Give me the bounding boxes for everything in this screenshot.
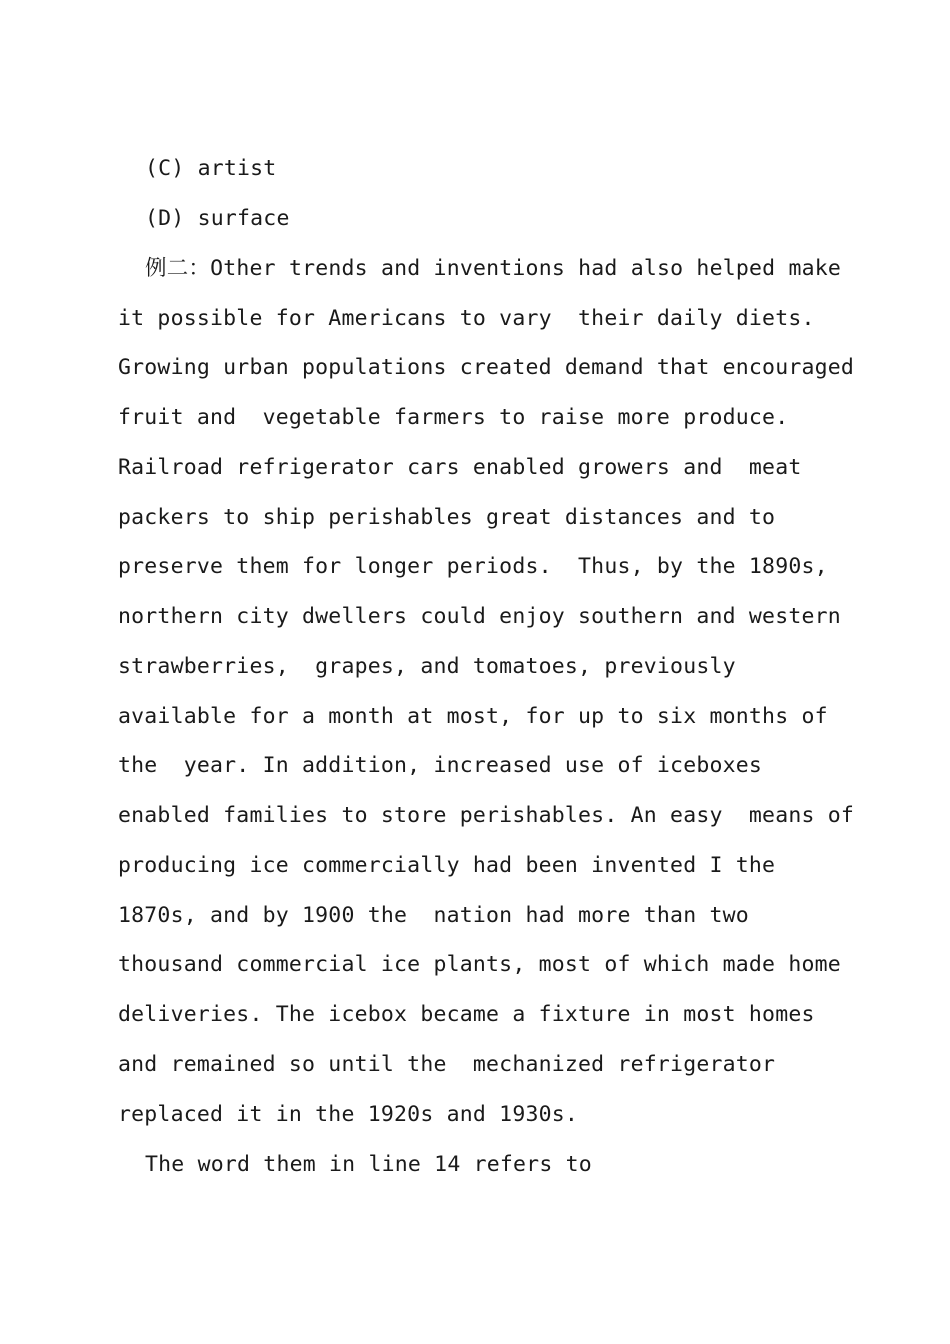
- passage-line: Growing urban populations created demand that encouraged: [118, 355, 855, 380]
- passage-line: preserve them for longer periods. Thus, by the 1890s,: [118, 554, 828, 579]
- passage-line: enabled families to store perishables. An easy means of: [118, 803, 855, 828]
- option-d: (D) surface: [145, 206, 290, 231]
- passage-line: and remained so until the mechanized refrigerator: [118, 1052, 776, 1077]
- passage-line: strawberries, grapes, and tomatoes, previously: [118, 654, 736, 679]
- passage-line: fruit and vegetable farmers to raise more produce.: [118, 405, 789, 430]
- option-c: (C) artist: [145, 156, 277, 181]
- passage-line: the year. In addition, increased use of iceboxes: [118, 753, 763, 778]
- passage-line: 例二：Other trends and inventions had also helped make: [145, 256, 842, 281]
- passage-line: packers to ship perishables great distances and to: [118, 505, 776, 530]
- passage-line: thousand commercial ice plants, most of which made home: [118, 952, 841, 977]
- passage-line: Railroad refrigerator cars enabled growers and meat: [118, 455, 802, 480]
- passage-line: producing ice commercially had been invented I the: [118, 853, 776, 878]
- passage-line: northern city dwellers could enjoy southern and western: [118, 604, 841, 629]
- passage-line: it possible for Americans to vary their daily diets.: [118, 306, 815, 331]
- passage-line: 1870s, and by 1900 the nation had more than two: [118, 903, 749, 928]
- passage-line: replaced it in the 1920s and 1930s.: [118, 1102, 579, 1127]
- passage-line: available for a month at most, for up to six months of: [118, 704, 828, 729]
- question-text: The word them in line 14 refers to: [145, 1152, 592, 1177]
- passage-line: deliveries. The icebox became a fixture in most homes: [118, 1002, 815, 1027]
